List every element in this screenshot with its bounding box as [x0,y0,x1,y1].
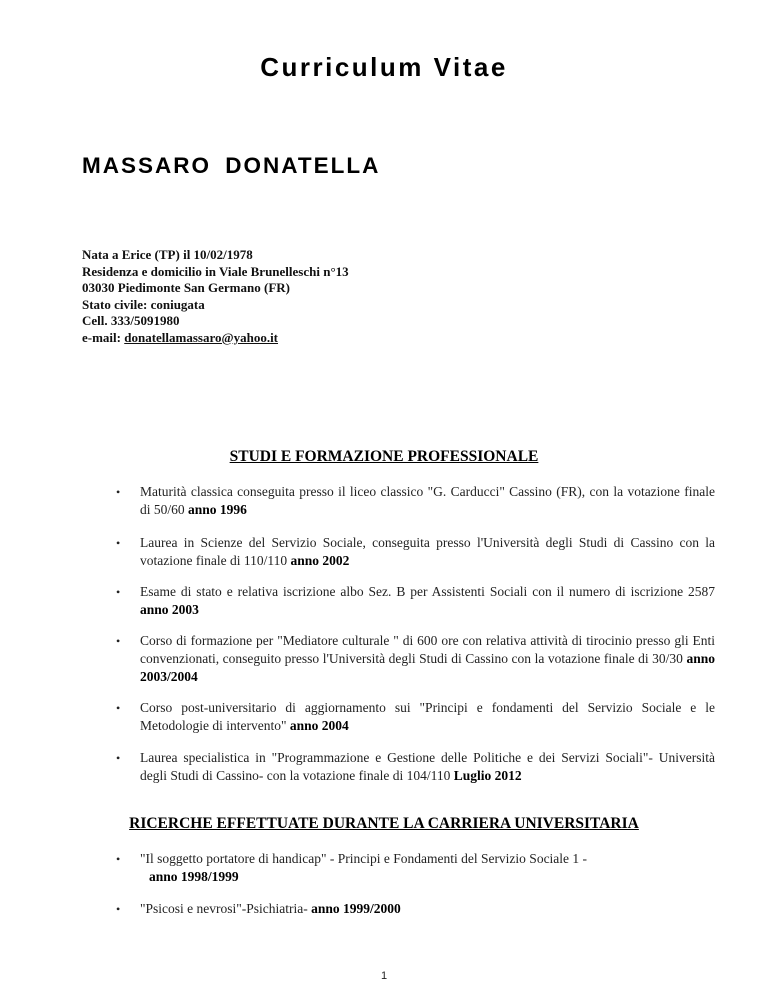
city-info: 03030 Piedimonte San Germano (FR) [82,280,290,295]
item-year: anno 2002 [290,553,350,568]
item-text: Maturità classica conseguita presso il liceo classico "G. Carducci" Cassino (FR), con la votazione finale di 50/60 [140,484,715,517]
candidate-name: MASSARO DONATELLA [82,153,381,178]
item-year: Luglio 2012 [453,768,522,783]
item-text: "Il soggetto portatore di handicap" - Principi e Fondamenti del Servizio Sociale 1 - [140,851,588,866]
phone-number: Cell. 333/5091980 [82,313,180,328]
bullet-icon: • [116,751,121,765]
item-text: "Psicosi e nevrosi"-Psichiatria- [140,901,312,916]
item-year: anno 1998/1999 [149,869,239,884]
email-link[interactable]: donatellamassaro@yahoo.it [124,329,279,345]
bullet-icon: • [116,634,121,648]
personal-info [82,247,349,346]
bullet-icon: • [116,701,121,715]
item-year: anno 1999/2000 [311,901,401,916]
item-year: anno 2003 [140,602,199,617]
item-year: anno 1996 [188,502,247,517]
bullet-icon: • [116,536,121,550]
birth-info: Nata a Erice (TP) il 10/02/1978 [82,247,253,262]
item-year: anno 2003/2004 [140,651,715,684]
email-label: e-mail: [82,329,125,345]
residence-info: Residenza e domicilio in Viale Brunelleschi n°13 [82,263,349,279]
bullet-icon: • [116,902,121,916]
page-number: 1 [380,970,388,982]
item-text: Laurea in Scienze del Servizio Sociale, conseguita presso l'Università degli Studi di Cassino con la votazione finale di 110/110 [140,535,715,568]
bullet-icon: • [116,852,121,866]
document-title: Curriculum Vitae [260,52,508,82]
email-line [82,330,349,347]
item-text: Corso post-universitario di aggiornamento sui "Principi e fondamenti del Servizio Sociale e le Metodologie di intervento" [140,700,715,733]
item-year: anno 2004 [289,718,349,733]
civil-status: Stato civile: coniugata [82,296,205,312]
bullet-icon: • [116,585,121,599]
item-text: Esame di stato e relativa iscrizione albo Sez. B per Assistenti Sociali con il numero di iscrizione 2587 [140,584,715,599]
bullet-icon: • [116,485,121,499]
research-heading: RICERCHE EFFETTUATE DURANTE LA CARRIERA UNIVERSITARIA [129,815,639,832]
studies-heading: STUDI E FORMAZIONE PROFESSIONALE [229,448,539,465]
item-text: Corso di formazione per "Mediatore culturale " di 600 ore con relativa attività di tirocinio presso gli Enti convenzionati, conseguito presso l'Università degli Studi di Cassino con la votazione finale di 30/30 [140,633,715,666]
item-text: Laurea specialistica in "Programmazione e Gestione delle Politiche e dei Servizi Sociali"- Università degli Studi di Cassino- con la votazione finale di 104/110 [140,750,715,783]
